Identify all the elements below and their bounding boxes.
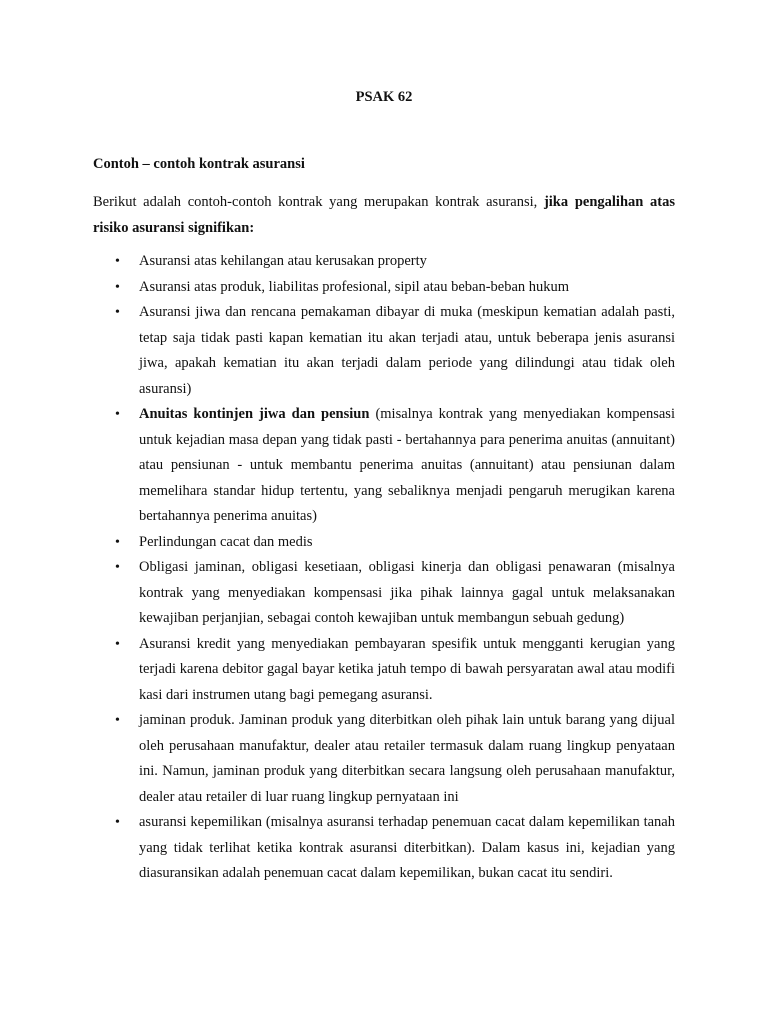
bullet-icon: • [115,305,120,320]
list-item [93,402,675,530]
bullet-icon: • [115,279,120,295]
bullet-icon: • [115,713,120,728]
bullet-icon: • [115,407,120,422]
list-item [93,249,675,275]
list-item [93,810,675,887]
list-item-text: Asuransi kredit yang menyediakan pembayaran spesifik untuk mengganti kerugian yang terjadi karena debitor gagal bayar ketika jatuh tempo di bawah persyaratan awal atau modifi kasi dari instrumen utang bagi pemegang asuransi. [139,635,675,703]
list-item-text: Asuransi atas produk, liabilitas profesional, sipil atau beban-beban hukum [139,278,570,295]
section-heading: Contoh – contoh kontrak asuransi [93,156,305,172]
bullet-icon: • [115,534,120,550]
bullet-icon: • [115,815,120,830]
intro-text: Berikut adalah contoh-contoh kontrak yang merupakan kontrak asuransi, [93,194,544,210]
list-item-text: Obligasi jaminan, obligasi kesetiaan, obligasi kinerja dan obligasi penawaran (misalnya kontrak yang menyediakan kompensasi jika pihak lainnya gagal untuk melaksanakan kewajiban perjanjian, sebagai contoh kewajiban untuk membangun sebuah gedung) [139,559,675,626]
list-item [93,300,675,402]
list-item-text: Asuransi atas kehilangan atau kerusakan property [139,253,427,269]
list-item-text: jaminan produk. Jaminan produk yang diterbitkan oleh pihak lain untuk barang yang dijual oleh perusahaan manufaktur, dealer atau retailer termasuk dalam ruang lingkup penyataan ini. Namun, jaminan produk yang diterbitkan secara langsung oleh perusahaan manufaktur, dealer atau retailer di luar ruang lingkup pernyataan ini [139,712,675,805]
intro-paragraph [93,190,675,241]
list-item [93,530,675,556]
list-item [93,555,675,632]
intro-bold-text: jika pengalihan atas risiko asuransi signifikan: [93,194,675,236]
list-item-text: Asuransi jiwa dan rencana pemakaman dibayar di muka (meskipun kematian adalah pasti, tetap saja tidak pasti kapan kematian itu akan terjadi atau, untuk beberapa jenis asuransi jiwa, apakah kematian itu akan terjadi dalam periode yang dilindungi atau tidak oleh asuransi) [139,304,675,397]
list-item-bold-text: Anuitas kontinjen jiwa dan pensiun [139,406,370,422]
document-title: PSAK 62 [355,89,413,105]
bullet-icon: • [115,560,120,575]
list-item [93,632,675,709]
list-item-text: Perlindungan cacat dan medis [139,533,313,550]
insurance-examples-list [93,249,675,887]
list-item-text: (misalnya kontrak yang menyediakan kompensasi untuk kejadian masa depan yang tidak pasti - bertahannya para penerima anuitas (annuitant) atau pensiunan - untuk membantu penerima anuitas (annuitant) atau pensiunan dalam memelihara standar hidup tertentu, yang sebaliknya menjadi pengaruh merugikan karena bertahannya penerima anuitas) [139,406,675,524]
list-item [93,708,675,810]
list-item [93,275,675,301]
list-item-text: asuransi kepemilikan (misalnya asuransi terhadap penemuan cacat dalam kepemilikan tanah yang tidak terlihat ketika kontrak asuransi diterbitkan). Dalam kasus ini, kejadian yang diasuransikan adalah penemuan cacat dalam kepemilikan, bukan cacat itu sendiri. [139,814,675,881]
bullet-icon: • [115,254,120,269]
bullet-icon: • [115,636,120,652]
